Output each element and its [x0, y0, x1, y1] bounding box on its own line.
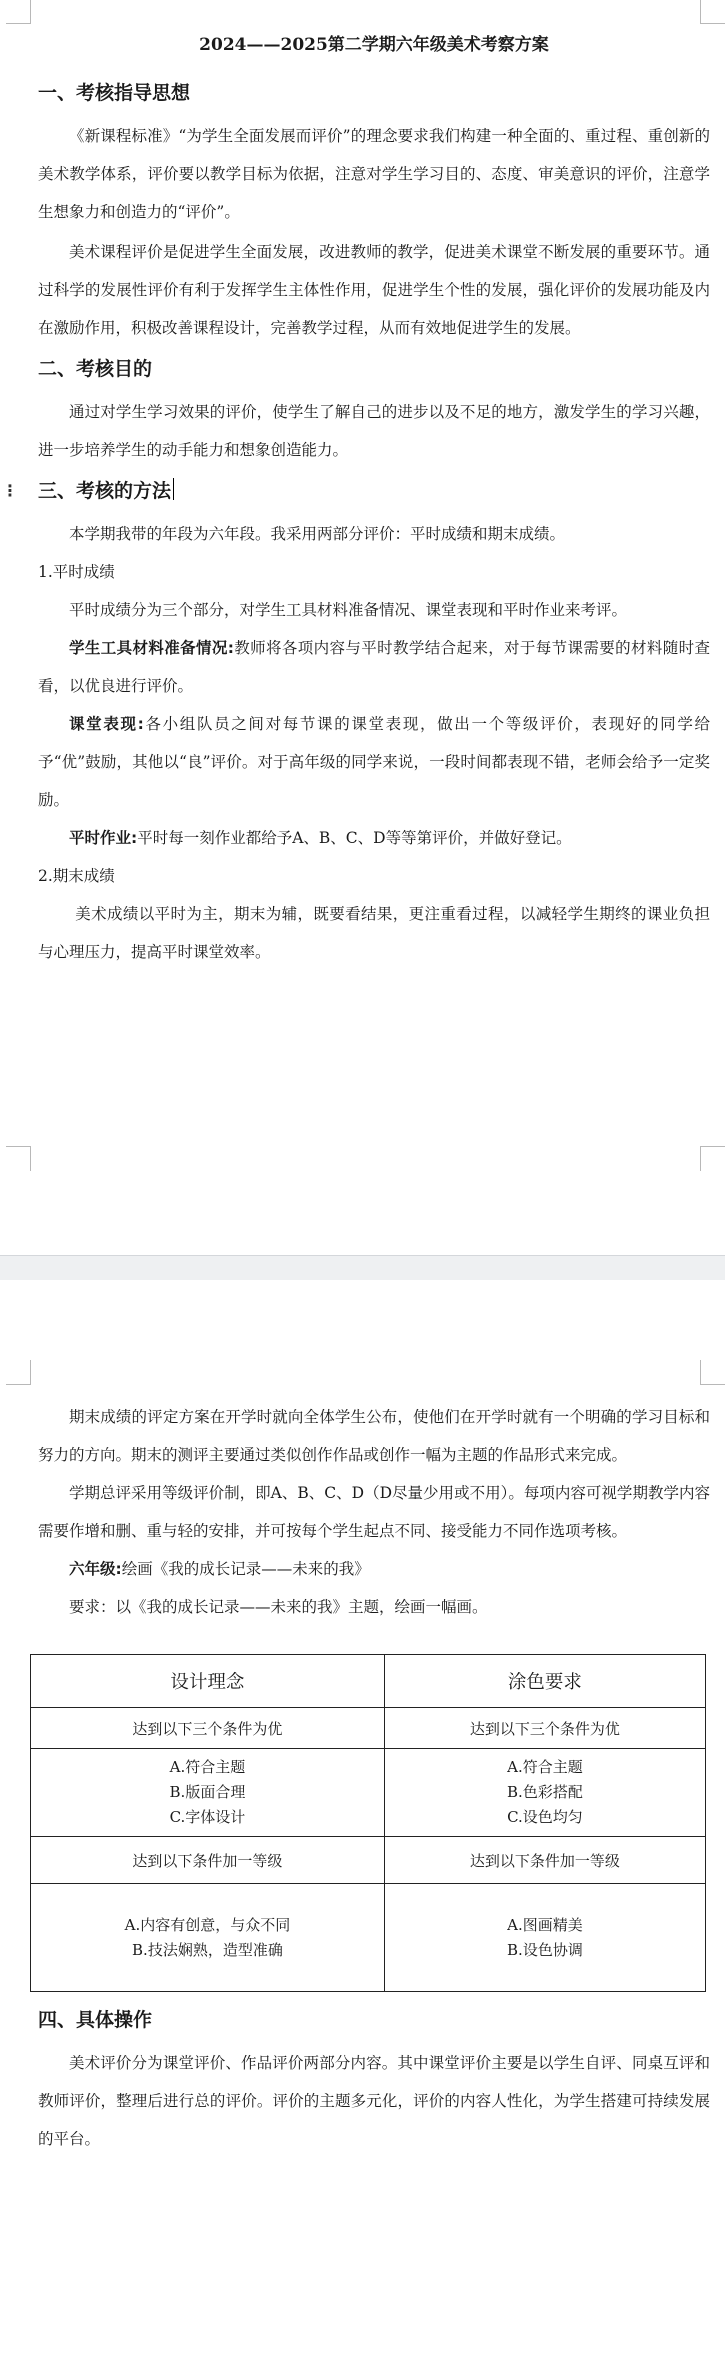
paragraph-lead: 平时作业: [69, 829, 138, 847]
paragraph-text: 绘画《我的成长记录——未来的我》 [121, 1560, 370, 1578]
paragraph[interactable] [38, 819, 710, 857]
paragraph[interactable]: 美术评价分为课堂评价、作品评价两部分内容。其中课堂评价主要是以学生自评、同桌互评和教师评价，整理后进行总的评价。评价的主题多元化，评价的内容人性化，为学生搭建可持续发展的平台。 [38, 2054, 710, 2148]
criteria-line: B.版面合理 [169, 1783, 246, 1801]
table-row [31, 1884, 706, 1992]
page-2-content [38, 1398, 710, 2158]
criteria-line: B.技法娴熟，造型准确 [132, 1940, 283, 1959]
paragraph-mark-icon: ⋮ [2, 481, 18, 500]
paragraph[interactable]: 通过对学生学习效果的评价，使学生了解自己的进步以及不足的地方，激发学生的学习兴趣，进一步培养学生的动手能力和想象创造能力。 [38, 403, 710, 459]
table-row [31, 1837, 706, 1884]
paragraph[interactable]: 平时成绩分为三个部分，对学生工具材料准备情况、课堂表现和平时作业来考评。 [69, 601, 628, 619]
section-heading-2[interactable]: 二、考核目的 [38, 358, 153, 380]
table-row [31, 1749, 706, 1837]
table-cell[interactable]: 达到以下三个条件为优 [384, 1708, 705, 1749]
table-header-cell[interactable]: 涂色要求 [384, 1655, 705, 1708]
evaluation-table [30, 1654, 706, 1992]
criteria-line: C.字体设计 [169, 1808, 246, 1826]
document-title[interactable]: 2024——2025第二学期六年级美术考察方案 [199, 35, 549, 55]
paragraph[interactable]: 美术课程评价是促进学生全面发展，改进教师的教学，促进美术课堂不断发展的重要环节。通过科学的发展性评价有利于发挥学生主体性作用，促进学生个性的发展，强化评价的发展功能及内在激励作用，积极改善课程设计，完善教学过程，从而有效地促进学生的发展。 [38, 243, 710, 337]
criteria-line: B.设色协调 [507, 1940, 583, 1959]
section-heading-1[interactable]: 一、考核指导思想 [38, 82, 191, 104]
crop-mark [700, 1360, 725, 1385]
paragraph-text: 教师将各项内容与平时教学结合起来，对于每节课需要的材料随时查看，以优良进行评价。 [38, 639, 710, 695]
crop-mark [700, 1146, 725, 1171]
list-item[interactable]: 2.期末成绩 [38, 867, 115, 885]
paragraph[interactable]: 本学期我带的年段为六年段。我采用两部分评价：平时成绩和期末成绩。 [69, 525, 566, 543]
table-cell[interactable] [31, 1884, 385, 1992]
section-heading-3[interactable] [2, 477, 710, 505]
paragraph[interactable] [38, 1550, 710, 1588]
table-row [31, 1708, 706, 1749]
paragraph-text: 平时每一刻作业都给予A、B、C、D等等第评价，并做好登记。 [137, 829, 572, 847]
table-row [31, 1655, 706, 1708]
paragraph[interactable]: 要求：以《我的成长记录——未来的我》主题，绘画一幅画。 [69, 1598, 488, 1616]
page-1-content [2, 33, 710, 971]
criteria-line: A.图画精美 [507, 1915, 583, 1934]
section-heading-3-text: 三、考核的方法 [38, 480, 172, 502]
paragraph-lead: 课堂表现: [69, 715, 144, 733]
paragraph-lead: 六年级: [69, 1560, 122, 1578]
criteria-line: A.符合主题 [507, 1758, 583, 1776]
table-header-cell[interactable]: 设计理念 [31, 1655, 385, 1708]
paragraph-text: 各小组队员之间对每节课的课堂表现，做出一个等级评价，表现好的同学给予“优”鼓励，其他以“良”评价。对于高年级的同学来说，一段时间都表现不错，老师会给予一定奖励。 [38, 715, 710, 809]
paragraph[interactable]: 学期总评采用等级评价制，即A、B、C、D（D尽量少用或不用）。每项内容可视学期教学内容需要作增和删、重与轻的安排，并可按每个学生起点不同、接受能力不同作选项考核。 [38, 1484, 710, 1540]
criteria-line: A.内容有创意，与众不同 [124, 1915, 291, 1934]
criteria-line: B.色彩搭配 [507, 1783, 583, 1801]
section-heading-4[interactable]: 四、具体操作 [38, 2009, 153, 2031]
criteria-line: A.符合主题 [169, 1758, 246, 1776]
document-page-2 [0, 1280, 725, 2379]
list-item[interactable]: 1.平时成绩 [38, 563, 115, 581]
table-cell[interactable]: 达到以下条件加一等级 [31, 1837, 385, 1884]
table-cell[interactable]: 达到以下三个条件为优 [31, 1708, 385, 1749]
crop-mark [6, 1146, 31, 1171]
table-cell[interactable] [31, 1749, 385, 1837]
paragraph[interactable]: 期末成绩的评定方案在开学时就向全体学生公布，使他们在开学时就有一个明确的学习目标和努力的方向。期末的测评主要通过类似创作作品或创作一幅为主题的作品形式来完成。 [38, 1408, 710, 1464]
crop-mark [6, 1360, 31, 1385]
table-cell[interactable] [384, 1749, 705, 1837]
table-cell[interactable]: 达到以下条件加一等级 [384, 1837, 705, 1884]
text-cursor [173, 478, 174, 500]
crop-mark [6, 0, 31, 24]
page-separator [0, 1255, 725, 1281]
paragraph[interactable] [38, 629, 710, 705]
paragraph-lead: 学生工具材料准备情况: [69, 639, 234, 657]
crop-mark [700, 0, 725, 24]
paragraph[interactable] [38, 705, 710, 819]
paragraph[interactable]: 《新课程标准》“为学生全面发展而评价”的理念要求我们构建一种全面的、重过程、重创新的美术教学体系，评价要以教学目标为依据，注意对学生学习目的、态度、审美意识的评价，注意学生想象力和创造力的“评价”。 [38, 127, 710, 221]
criteria-line: C.设色均匀 [507, 1808, 583, 1826]
table-cell[interactable] [384, 1884, 705, 1992]
paragraph[interactable]: 美术成绩以平时为主，期末为辅，既要看结果，更注重看过程，以减轻学生期终的课业负担与心理压力，提高平时课堂效率。 [38, 905, 710, 961]
